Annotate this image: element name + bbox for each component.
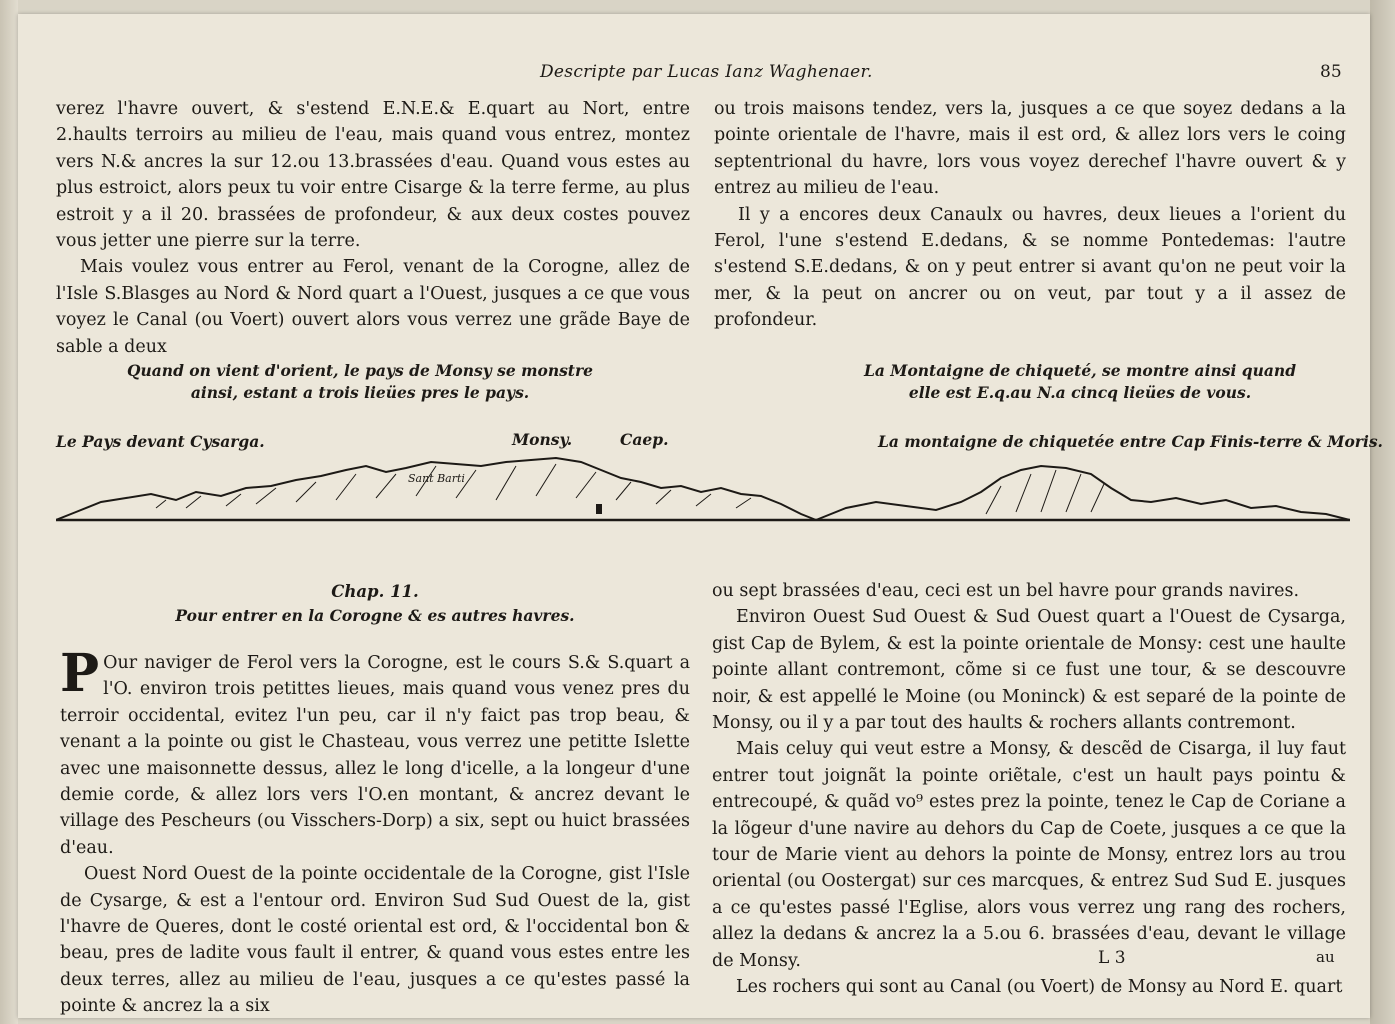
- paragraph: Il y a encores deux Canaulx ou havres, deux lieues a l'orient du Ferol, l'une s'estend E.dedans, & se nomme Pontedemas: l'autre s'estend S.E.dedans, & on y peut entrer si avant qu'on ne peut voir la mer, & la peut on ancrer ou on veut, par tout y a il assez de profondeur.: [714, 204, 1346, 331]
- coast-label-saint: Sant Barti: [408, 472, 465, 485]
- text-column-top-right: [714, 96, 1346, 334]
- chapter-title: Chap. 11.: [331, 582, 419, 601]
- chapter-subtitle: Pour entrer en la Corogne & es autres havres.: [175, 606, 575, 625]
- coastline-monsy: [56, 458, 816, 520]
- coastline-hatching: [156, 464, 751, 508]
- drop-cap: P: [60, 643, 100, 704]
- catchword: au: [1316, 948, 1335, 966]
- paragraph: Ouest Nord Ouest de la pointe occidentale de la Corogne, gist l'Isle de Cysarge, & est a l'entour ord. Environ Sud Sud Ouest de la, gist l'havre de Queres, dont le costé oriental est ord, & l'occidental bon & beau, pres de ladite vous fault il entrer, & quand vous estes entre les deux terres, allez au milieu de l'eau, jusques a ce qu'estes passé la pointe & ancrez la a six: [60, 864, 690, 1017]
- coastline-chiquete: [816, 466, 1350, 520]
- paragraph: ou sept brassées d'eau, ceci est un bel havre pour grands navires.: [712, 581, 1300, 601]
- paragraph: Les rochers qui sont au Canal (ou Voert) de Monsy au Nord E. quart: [736, 977, 1343, 998]
- coast-label-montaigne: La montaigne de chiquetée entre Cap Finis-terre & Moris.: [878, 432, 1383, 451]
- coastline-profile-illustration: [56, 452, 1350, 532]
- coast-label-pays: Le Pays devant Cysarga.: [56, 432, 265, 451]
- signature-mark: L 3: [1098, 948, 1126, 968]
- coast-caption-right: La Montaigne de chiqueté, se montre ainsi quand elle est E.q.au N.a cincq lieües de vous.: [863, 361, 1297, 402]
- paragraph: verez l'havre ouvert, & s'estend E.N.E.& E.quart au Nort, entre 2.haults terroirs au milieu de l'eau, mais quand vous entrez, montez vers N.& ancres la sur 12.ou 13.brassées d'eau. Quand vous estes au plus estroict, alors peux tu voir entre Cisarge & la terre ferme, au plus estroit y a il 20. brassées de profondeur, & aux deux costes pouvez vous jetter une pierre sur la terre.: [56, 99, 690, 252]
- paragraph: [60, 643, 690, 861]
- text-column-bottom-right: [712, 578, 1346, 1001]
- page-edge: [1370, 0, 1395, 1024]
- coast-label-monsy: Monsy.: [512, 430, 573, 449]
- coast-label-caep: Caep.: [620, 430, 669, 449]
- running-head: Descripte par Lucas Ianz Waghenaer.: [540, 62, 873, 82]
- paragraph: Environ Ouest Sud Ouest & Sud Ouest quart a l'Ouest de Cysarga, gist Cap de Bylem, & est la pointe orientale de Monsy: cest une haulte pointe allant contremont, cõme si ce fust une tour, & se descouvre noir, & est appellé le Moine (ou Moninck) & est separé de la pointe de Monsy, ou il y a par tout des haults & rochers allants contremont.: [712, 607, 1346, 734]
- paragraph: Mais celuy qui veut estre a Monsy, & descẽd de Cisarga, il luy faut entrer tout joignãt la pointe oriẽtale, c'est un hault pays pointu & entrecoupé, & quãd vo⁹ estes prez la pointe, tenez le Cap de Coriane a la lõgeur d'une navire au dehors du Cap de Coete, jusques a ce que la tour de Marie vient au dehors la pointe de Monsy, entrez lors au trou oriental (ou Oostergat) sur ces marcques, & entrez Sud Sud E. jusques a ce qu'estes passé l'Eglise, alors vous verrez ung rang des rochers, allez la dedans & ancrez la a 5.ou 6. brassées d'eau, devant le village de Monsy.: [712, 739, 1346, 971]
- paragraph: ou trois maisons tendez, vers la, jusques a ce que soyez dedans a la pointe orientale de l'havre, mais il est ord, & allez lors vers le coing septentrional du havre, lors vous voyez derechef l'havre ouvert & y entrez au milieu de l'eau.: [714, 99, 1346, 199]
- page-number: 85: [1320, 62, 1342, 82]
- coast-caption-left: Quand on vient d'orient, le pays de Monsy se monstre ainsi, estant a trois lieües pres le pays.: [126, 361, 593, 402]
- book-gutter: [0, 0, 18, 1024]
- text-column-top-left: [56, 96, 690, 360]
- paragraph-text: Our naviger de Ferol vers la Corogne, est le cours S.& S.quart a l'O. environ trois petittes lieues, mais quand vous venez pres du terroir occidental, evitez l'un peu, car il n'y faict pas trop beau, & venant a la pointe ou gist le Chasteau, vous verrez une petitte Islette avec une maisonnette dessus, allez le long d'icelle, a la longeur d'une demie corde, & allez lors vers l'O.en montant, & ancrez devant le village des Pescheurs (ou Visschers-Dorp) a six, sept ou huict brassées d'eau.: [60, 653, 690, 858]
- text-column-bottom-left: [60, 643, 690, 1020]
- paragraph: Mais voulez vous entrer au Ferol, venant de la Corogne, allez de l'Isle S.Blasges au Nord & Nord quart a l'Ouest, jusques a ce que vous voyez le Canal (ou Voert) ouvert alors vous verrez une grãde Baye de sable a deux: [56, 257, 690, 357]
- tower-mark: [596, 504, 602, 514]
